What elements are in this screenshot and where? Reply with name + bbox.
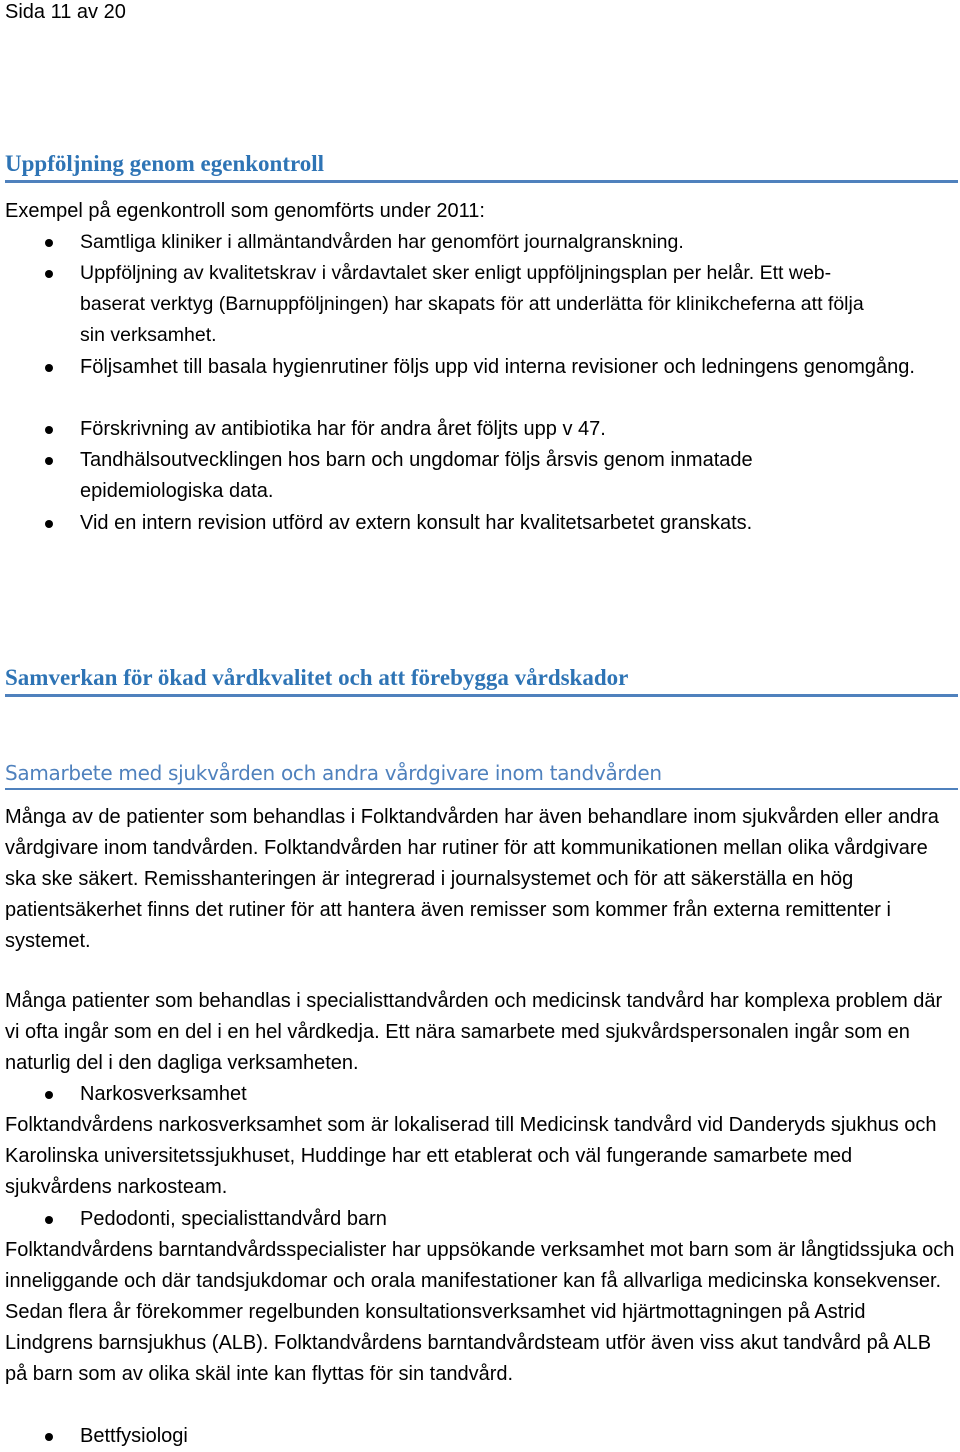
list-item-text: Förskrivning av antibiotika har för andra året följts upp v 47.	[80, 418, 606, 440]
list-item	[5, 1204, 958, 1235]
list-item	[5, 414, 958, 445]
bullet-icon	[45, 364, 53, 372]
bullet-icon	[45, 426, 53, 434]
list-item-text: Följsamhet till basala hygienrutiner följs upp vid interna revisioner och ledningens genomgång.	[80, 356, 915, 378]
list-item-text: Bettfysiologi	[80, 1425, 188, 1447]
subheading-samarbete: Samarbete med sjukvården och andra vårdgivare inom tandvården	[5, 760, 958, 790]
bullet-icon	[45, 270, 53, 278]
page-number: Sida 11 av 20	[5, 1, 126, 23]
paragraph: Folktandvårdens narkosverksamhet som är lokaliserad till Medicinsk tandvård vid Danderyds sjukhus och Karolinska universitetssjukhuset, Huddinge har ett etablerat och väl fungerande samarbete med sjukvårdens narkosteam.	[5, 1114, 937, 1198]
section-heading-uppfoljning: Uppföljning genom egenkontroll	[5, 150, 958, 183]
list-item	[5, 1421, 958, 1452]
bullet-icon	[45, 1433, 53, 1441]
list-item	[5, 445, 958, 507]
list-item	[5, 508, 958, 539]
bullet-icon	[45, 239, 53, 247]
list-item	[5, 1079, 958, 1110]
list-item-text: Samtliga kliniker i allmäntandvården har genomfört journalgranskning.	[80, 231, 684, 253]
list-item-text: Narkosverksamhet	[80, 1083, 247, 1105]
bullet-icon	[45, 457, 53, 465]
section-heading-samverkan: Samverkan för ökad vårdkvalitet och att förebygga vårdskador	[5, 664, 958, 697]
list-item-text: Vid en intern revision utförd av extern konsult har kvalitetsarbetet granskats.	[80, 512, 753, 534]
bullet-icon	[45, 1216, 53, 1224]
bullet-icon	[45, 520, 53, 528]
list-item	[5, 352, 958, 383]
paragraph: Folktandvårdens barntandvårdsspecialister har uppsökande verksamhet mot barn som är långtidssjuka och inneliggande och där tandsjukdomar och orala manifestationer kan få allvarliga medicinska konsekvenser. Sedan flera år förekommer regelbunden konsultationsverksamhet vid hjärtmottagningen på Astrid Lindgrens barnsjukhus (ALB). Folktandvårdens barntandvårdsteam utför även viss akut tandvård på ALB på barn som av olika skäl inte kan flyttas för sin tandvård.	[5, 1239, 955, 1385]
paragraph: Många av de patienter som behandlas i Folktandvården har även behandlare inom sjukvården eller andra vårdgivare inom tandvården. Folktandvården har rutiner för att kommunikationen mellan olika vårdgivare ska ske säkert. Remisshanteringen är integrerad i journalsystemet och för att säkerställa en hög patientsäkerhet finns det rutiner för att hantera även remisser som kommer från externa remittenter i systemet.	[5, 806, 939, 952]
list-item-text: Tandhälsoutvecklingen hos barn och ungdomar följs årsvis genom inmatade epidemiologiska data.	[80, 449, 753, 502]
list-item	[5, 227, 958, 258]
paragraph: Många patienter som behandlas i specialisttandvården och medicinsk tandvård har komplexa problem där vi ofta ingår som en del i en hel vårdkedja. Ett nära samarbete med sjukvårdspersonalen ingår som en naturlig del i den dagliga verksamheten.	[5, 990, 943, 1074]
list-item	[5, 258, 958, 351]
list-item-text: Pedodonti, specialisttandvård barn	[80, 1208, 387, 1230]
intro-text: Exempel på egenkontroll som genomförts under 2011:	[5, 200, 485, 222]
list-item-text: Uppföljning av kvalitetskrav i vårdavtalet sker enligt uppföljningsplan per helår. Ett web-baserat verktyg (Barnuppföljningen) har skapats för att underlätta för klinikcheferna att följa sin verksamhet.	[80, 262, 864, 346]
bullet-icon	[45, 1091, 53, 1099]
